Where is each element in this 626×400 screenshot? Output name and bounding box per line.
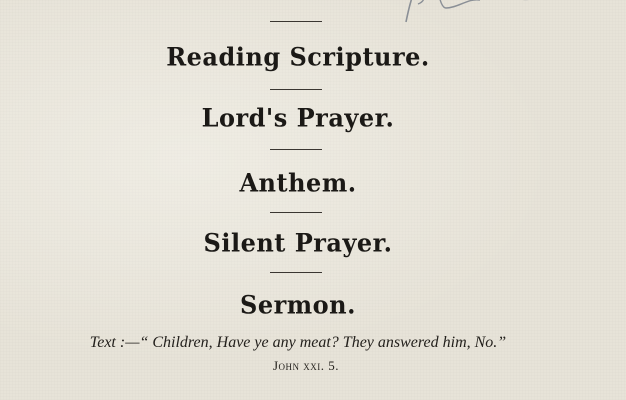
divider-top [270, 21, 322, 22]
item-sermon: Sermon. [240, 289, 356, 320]
item-silent-prayer: Silent Prayer. [203, 227, 393, 258]
divider-3 [270, 212, 322, 213]
pencil-mark [398, 0, 568, 26]
divider-2 [270, 149, 322, 150]
text-quote: “ Children, Have ye any meat? They answered him, No.” [139, 334, 507, 351]
item-reading-scripture: Reading Scripture. [166, 41, 430, 72]
text-label: Text :— [89, 334, 140, 351]
item-lords-prayer: Lord's Prayer. [201, 102, 395, 133]
sermon-text [0, 334, 596, 352]
divider-1 [270, 89, 322, 90]
item-anthem: Anthem. [239, 167, 357, 198]
scripture-reference: John xxi. 5. [272, 358, 340, 373]
divider-4 [270, 272, 322, 273]
